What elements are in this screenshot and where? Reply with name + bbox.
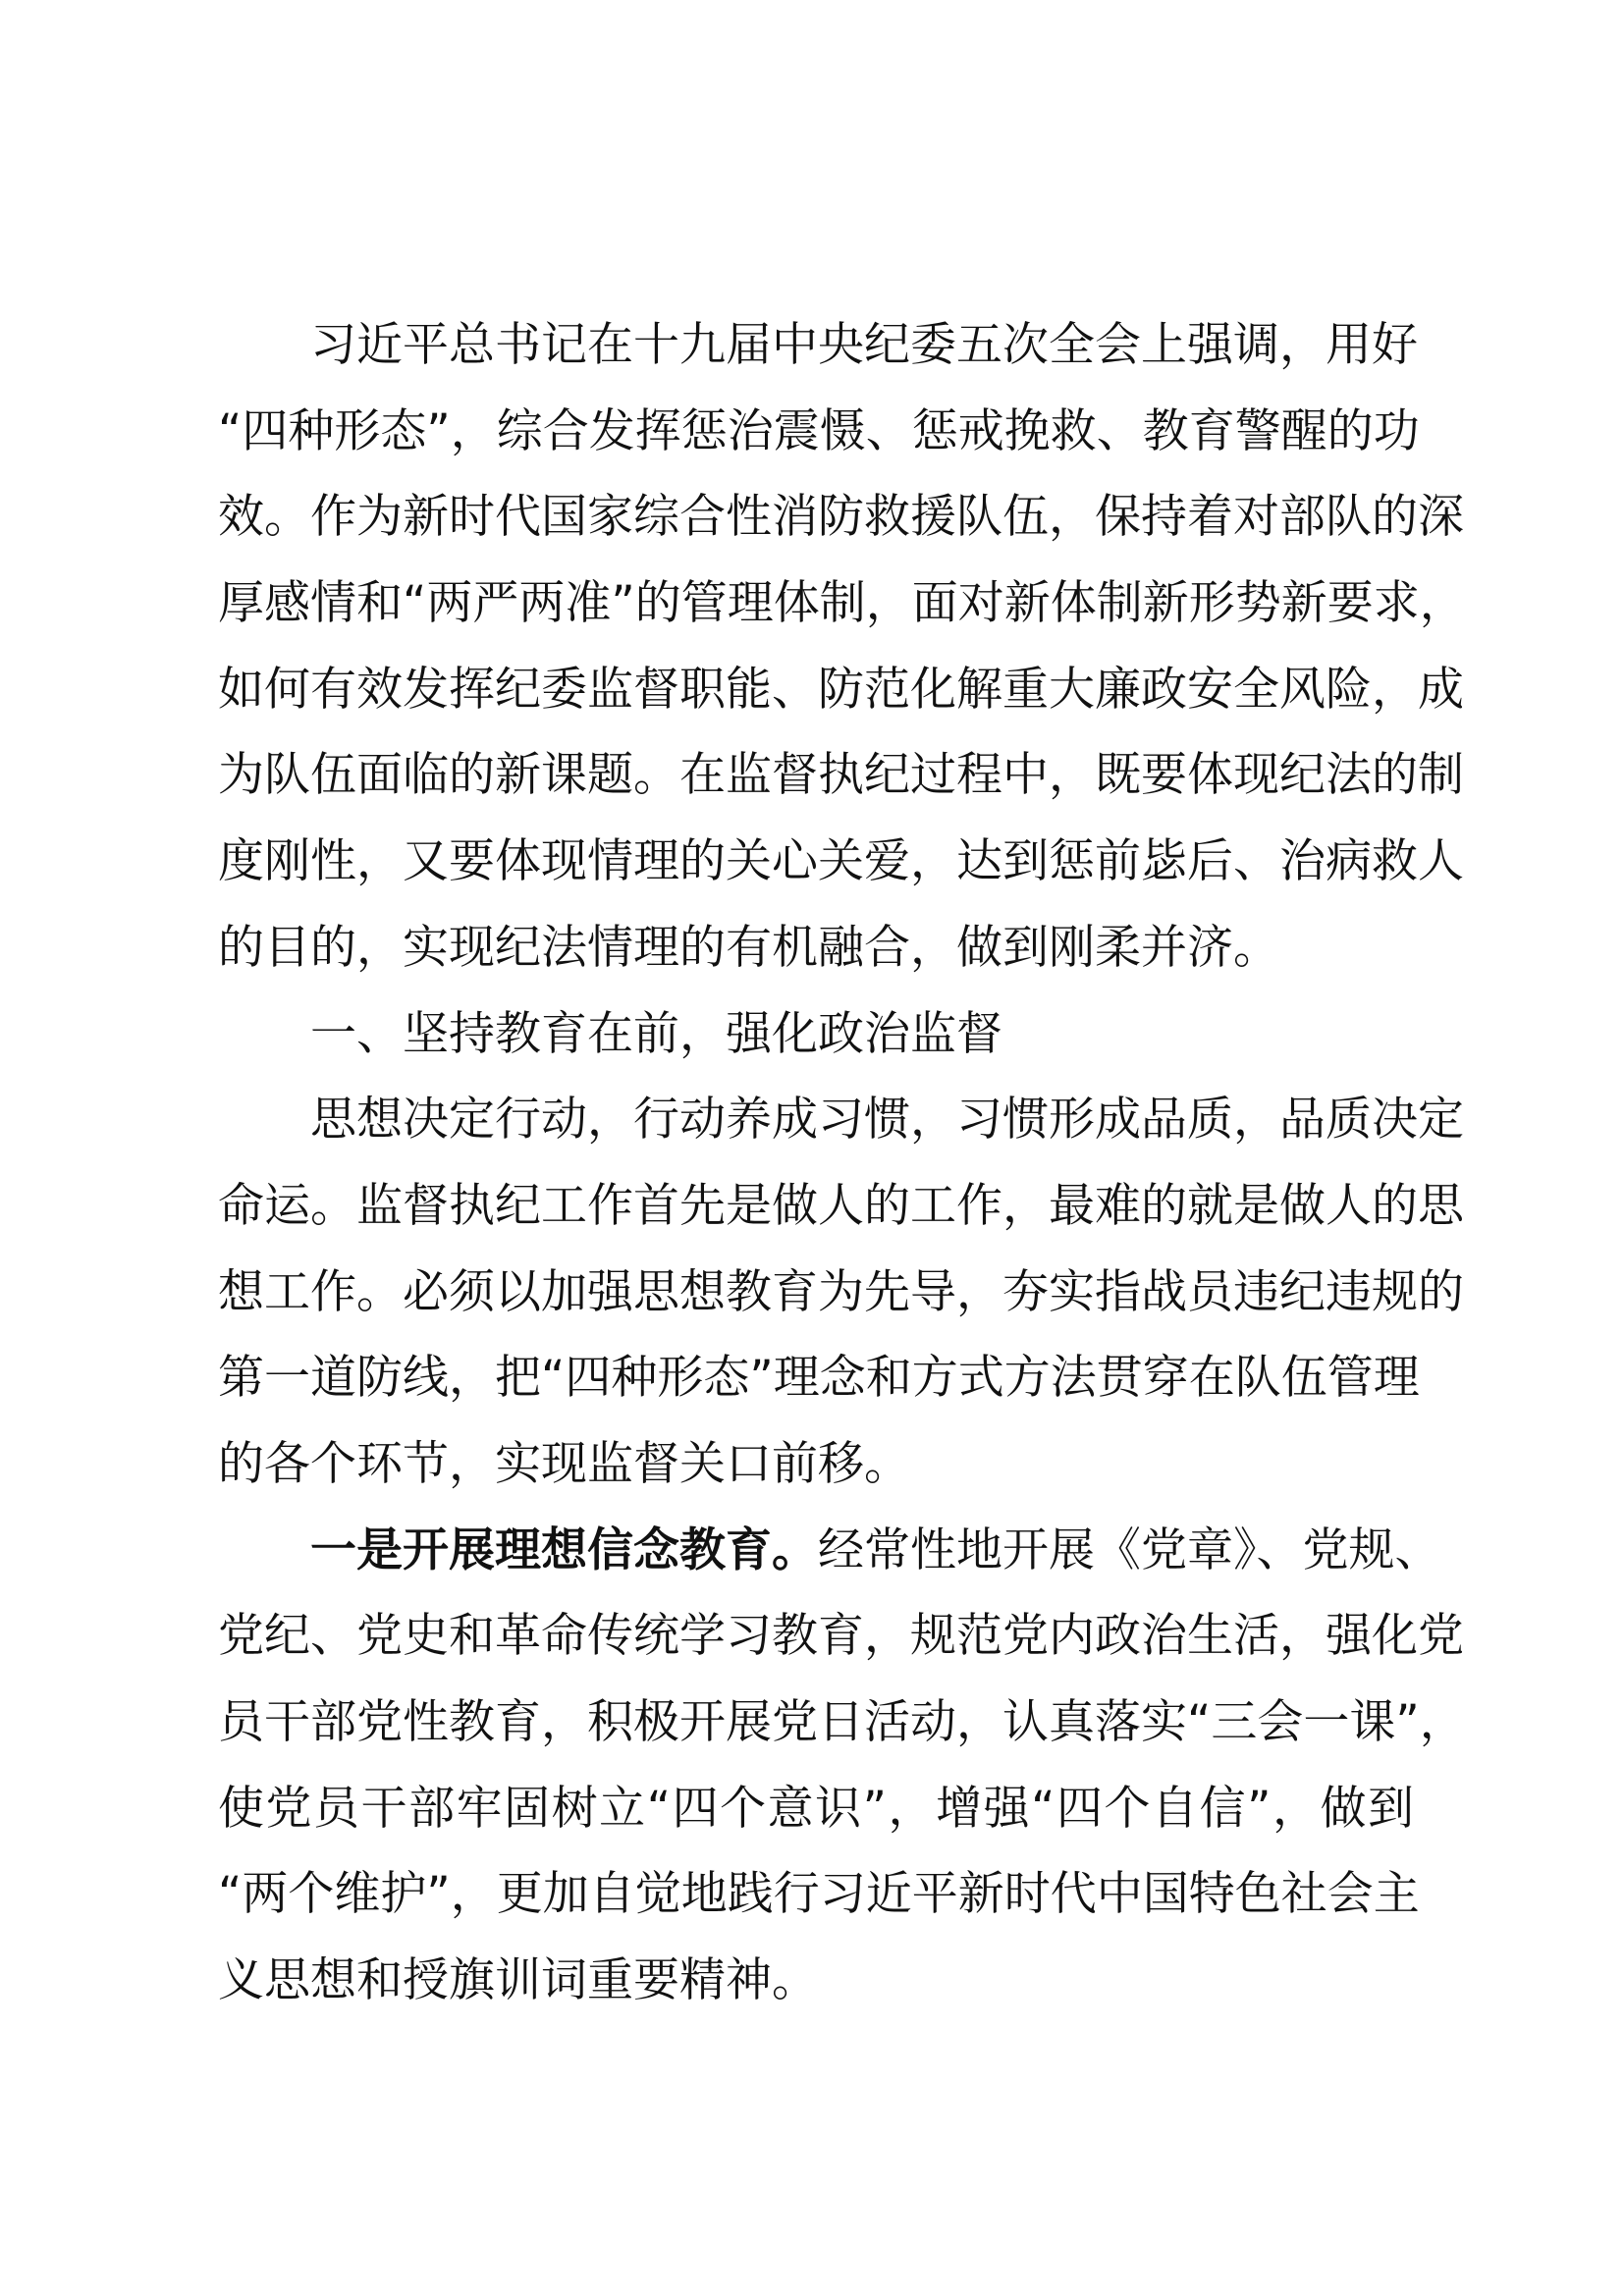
line-text: 命运。监督执纪工作首先是做人的工作，最难的就是做人的思 <box>218 1178 1464 1233</box>
text-line <box>218 1250 1464 1336</box>
line-text: 的各个环节，实现监督关口前移。 <box>218 1436 910 1491</box>
text-line <box>218 1077 1464 1163</box>
text-line <box>218 1335 1420 1421</box>
text-line <box>218 819 1464 905</box>
line-text: 习近平总书记在十九届中央纪委五次全会上强调，用好 <box>310 318 1418 372</box>
text-line <box>218 1508 1441 1594</box>
text-line <box>218 474 1464 561</box>
text-line <box>218 1680 1466 1766</box>
paragraph <box>218 302 1466 991</box>
line-text: 厚感情和“两严两准”的管理体制，面对新体制新形势新要求， <box>218 576 1466 631</box>
text-line <box>218 302 1418 389</box>
text-line <box>218 389 1420 475</box>
line-text: 效。作为新时代国家综合性消防救援队伍，保持着对部队的深 <box>218 490 1464 545</box>
paragraph <box>218 1508 1466 2024</box>
paragraph <box>218 1077 1464 1507</box>
line-text: “四种形态”，综合发挥惩治震慑、惩戒挽救、教育警醒的功 <box>218 403 1420 458</box>
line-text: 义思想和授旗训词重要精神。 <box>218 1953 818 2008</box>
line-text: 党纪、党史和革命传统学习教育，规范党内政治生活，强化党 <box>218 1609 1464 1664</box>
section-heading <box>218 991 1414 1078</box>
line-text: “两个维护”，更加自觉地践行习近平新时代中国特色社会主 <box>218 1867 1420 1922</box>
text-line <box>218 1766 1414 1852</box>
line-text: 员干部党性教育，积极开展党日活动，认真落实“三会一课”， <box>218 1695 1466 1749</box>
text-line <box>218 1851 1420 1938</box>
line-text: 思想决定行动，行动养成习惯，习惯形成品质，品质决定 <box>310 1093 1464 1148</box>
text-line <box>218 732 1464 819</box>
bold-lead: 一是开展理想信念教育。 <box>310 1522 818 1577</box>
line-text: 第一道防线，把“四种形态”理念和方式方法贯穿在队伍管理 <box>218 1351 1420 1406</box>
line-text: 一、坚持教育在前，强化政治监督 <box>310 1006 1002 1061</box>
text-line <box>218 991 1414 1078</box>
text-line <box>218 1421 1414 1508</box>
line-text: 为队伍面临的新课题。在监督执纪过程中，既要体现纪法的制 <box>218 748 1464 803</box>
text-line <box>218 561 1466 647</box>
text-line <box>218 1938 1414 2024</box>
line-text: 使党员干部牢固树立“四个意识”，增强“四个自信”，做到 <box>218 1781 1414 1836</box>
line-text: 想工作。必须以加强思想教育为先导，夯实指战员违纪违规的 <box>218 1264 1464 1319</box>
text-line <box>218 905 1414 991</box>
text-line <box>218 1593 1464 1680</box>
line-text: 经常性地开展《党章》、党规、 <box>818 1522 1441 1577</box>
line-text: 度刚性，又要体现情理的关心关爱，达到惩前毖后、治病救人 <box>218 834 1464 889</box>
document-page <box>218 302 1466 2024</box>
text-line <box>218 1163 1464 1250</box>
text-line <box>218 647 1464 733</box>
line-text: 的目的，实现纪法情理的有机融合，做到刚柔并济。 <box>218 920 1279 975</box>
line-text: 如何有效发挥纪委监督职能、防范化解重大廉政安全风险，成 <box>218 662 1464 717</box>
